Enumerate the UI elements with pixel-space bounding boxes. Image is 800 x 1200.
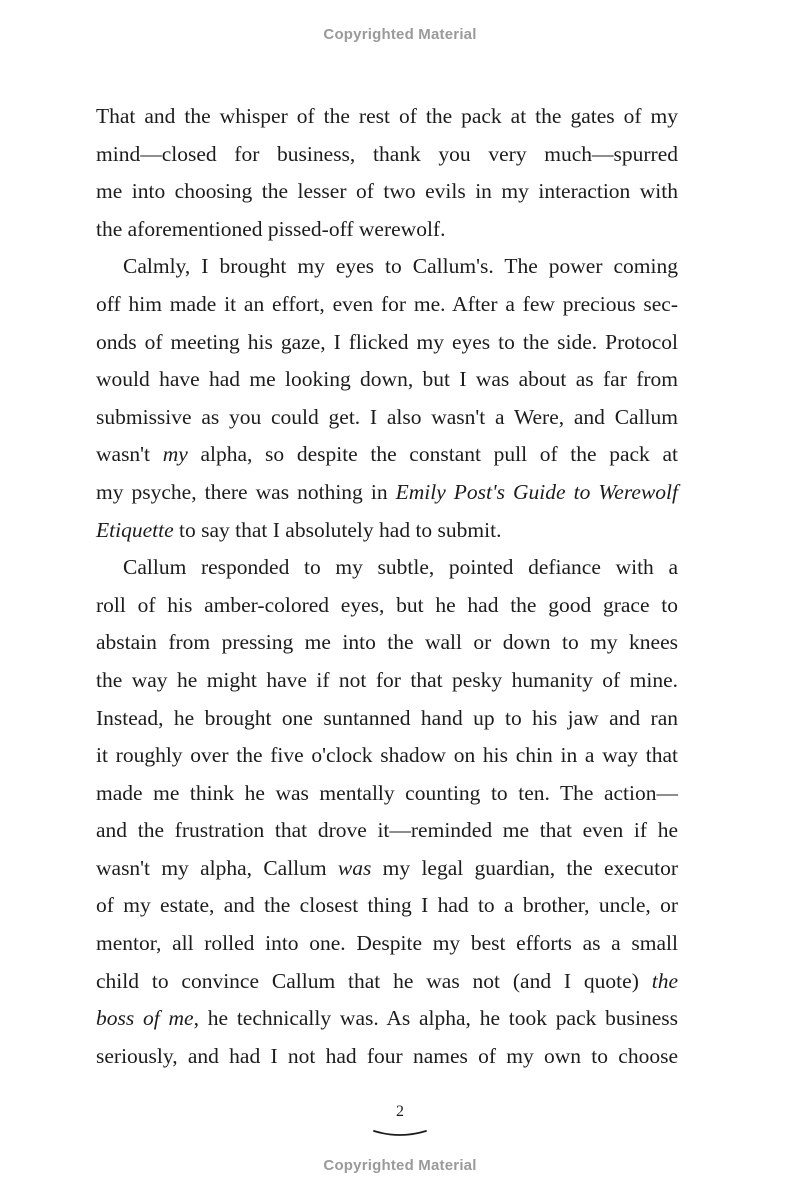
text-line <box>96 324 678 362</box>
italic-text: was <box>337 855 372 880</box>
text-line <box>96 812 678 850</box>
text-segment: the way he might have if not for that pesky humanity of mine. <box>96 667 678 692</box>
text-segment: onds of meeting his gaze, I flicked my eyes to the side. Protocol <box>96 329 678 354</box>
text-line <box>96 549 678 587</box>
text-segment: and the frustration that drove it—reminded me that even if he <box>96 818 678 843</box>
text-line <box>96 887 678 925</box>
text-segment: would have had me looking down, but I was about as far from <box>96 367 678 392</box>
text-line <box>96 474 678 512</box>
text-line <box>96 850 678 888</box>
copyright-watermark-bottom: Copyrighted Material <box>323 1157 477 1174</box>
italic-text: Etiquette <box>96 517 174 542</box>
text-segment: abstain from pressing me into the wall or down to my knees <box>96 630 678 655</box>
page-body-text <box>96 98 678 1075</box>
text-segment: off him made it an effort, even for me. After a few precious sec- <box>96 291 678 316</box>
text-line <box>96 248 678 286</box>
italic-text: Emily Post's Guide to Werewolf <box>395 479 678 504</box>
text-segment: Callum responded to my subtle, pointed defiance with a <box>123 555 678 580</box>
text-segment: child to convince Callum that he was not (and I quote) <box>96 968 652 993</box>
text-segment: Calmly, I brought my eyes to Callum's. The power coming <box>123 254 678 279</box>
italic-text: boss of me <box>96 1006 194 1031</box>
text-segment: me into choosing the lesser of two evils in my interaction with <box>96 179 678 204</box>
text-segment: made me think he was mentally counting to ten. The action— <box>96 780 678 805</box>
text-line <box>96 1038 678 1076</box>
text-segment: alpha, so despite the constant pull of the pack at <box>187 442 678 467</box>
text-segment: of my estate, and the closest thing I had to a brother, uncle, or <box>96 893 678 918</box>
text-line <box>96 98 678 136</box>
text-line <box>96 775 678 813</box>
text-segment: to say that I absolutely had to submit. <box>173 517 502 542</box>
text-line <box>96 136 678 174</box>
text-segment: it roughly over the five o'clock shadow on his chin in a way that <box>96 743 678 768</box>
text-segment: my legal guardian, the executor <box>371 855 678 880</box>
text-segment: submissive as you could get. I also wasn't a Were, and Callum <box>96 404 678 429</box>
text-segment: seriously, and had I not had four names of my own to choose <box>96 1043 678 1068</box>
text-line <box>96 361 678 399</box>
text-line <box>96 211 678 249</box>
page-number-swash-ornament <box>370 1128 430 1138</box>
text-segment: the aforementioned pissed-off werewolf. <box>96 216 446 241</box>
text-segment: roll of his amber-colored eyes, but he had the good grace to <box>96 592 678 617</box>
text-line <box>96 173 678 211</box>
text-segment: , he technically was. As alpha, he took pack business <box>193 1006 679 1031</box>
text-line <box>96 436 678 474</box>
page-number: 2 <box>396 1103 404 1120</box>
text-line <box>96 925 678 963</box>
text-segment: wasn't <box>96 442 163 467</box>
text-segment: That and the whisper of the rest of the pack at the gates of my <box>96 104 678 128</box>
italic-text: my <box>162 442 188 467</box>
text-segment: mentor, all rolled into one. Despite my best efforts as a small <box>96 931 678 956</box>
text-line <box>96 737 678 775</box>
text-line <box>96 624 678 662</box>
copyright-watermark-top: Copyrighted Material <box>323 26 477 43</box>
text-segment: my psyche, there was nothing in <box>96 479 396 504</box>
text-line <box>96 662 678 700</box>
text-segment: wasn't my alpha, Callum <box>96 855 338 880</box>
text-line <box>96 700 678 738</box>
text-line <box>96 587 678 625</box>
text-line <box>96 399 678 437</box>
text-segment: mind—closed for business, thank you very much—spurred <box>96 141 678 166</box>
text-line <box>96 512 678 550</box>
italic-text: the <box>651 968 678 993</box>
text-segment: Instead, he brought one suntanned hand up to his jaw and ran <box>96 705 678 730</box>
text-line <box>96 963 678 1001</box>
text-line <box>96 286 678 324</box>
text-line <box>96 1000 678 1038</box>
